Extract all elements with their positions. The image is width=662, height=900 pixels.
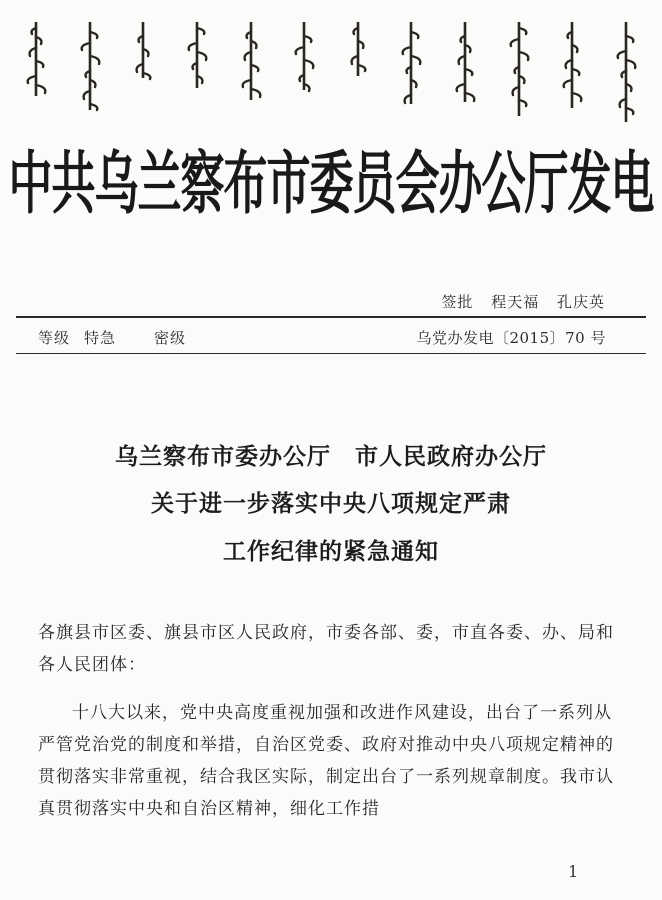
mongolian-script-header bbox=[18, 18, 644, 123]
grade-value: 特急 bbox=[84, 329, 117, 347]
mongolian-script-column bbox=[179, 18, 215, 123]
mongolian-script-column bbox=[125, 18, 161, 123]
signers-label: 签批 bbox=[441, 293, 474, 311]
document-title: 中共乌兰察布市委员会办公厅发电 bbox=[8, 145, 654, 225]
page-number: 1 bbox=[568, 862, 579, 881]
mongolian-script-column bbox=[393, 18, 429, 123]
mongolian-script-column bbox=[501, 18, 537, 123]
mongolian-script-column bbox=[286, 18, 322, 123]
addressee: 各旗县市区委、旗县市区人民政府，市委各部、委，市直各委、办、局和各人民团体： bbox=[38, 623, 614, 675]
signers-line bbox=[429, 291, 605, 312]
body-paragraph: 十八大以来，党中央高度重视加强和改进作风建设，出台了一系列从严管党治党的制度和举措，自治区党委、政府对推动中央八项规定精神的贯彻落实非常重视，结合我区实际，制定出台了一系列规章制度。我市认真贯彻落实中央和自治区精神，细化工作措 bbox=[38, 703, 614, 819]
mongolian-script-column bbox=[233, 18, 269, 123]
notice-title-line-2: 关于进一步落实中央八项规定严肃 bbox=[151, 490, 511, 517]
mongolian-script-column bbox=[608, 18, 644, 123]
notice-title-line-3: 工作纪律的紧急通知 bbox=[223, 538, 439, 565]
divider-top bbox=[16, 316, 646, 318]
grade-label: 等级 bbox=[38, 329, 71, 347]
mongolian-script-column bbox=[447, 18, 483, 123]
mongolian-script-column bbox=[554, 18, 590, 123]
issuer-party-office: 乌兰察布市委办公厅 bbox=[115, 443, 331, 470]
signer-name: 程天福 bbox=[491, 293, 540, 311]
divider-bottom bbox=[16, 353, 646, 354]
secret-label: 密级 bbox=[154, 329, 187, 347]
grade-line bbox=[38, 327, 200, 348]
document-number: 乌党办发电〔2015〕70 号 bbox=[416, 329, 606, 347]
mongolian-script-column bbox=[72, 18, 108, 123]
notice-title-line-1 bbox=[0, 438, 662, 471]
signer-name: 孔庆英 bbox=[556, 293, 605, 311]
mongolian-script-column bbox=[18, 18, 54, 123]
issuer-government-office: 市人民政府办公厅 bbox=[355, 443, 547, 470]
mongolian-script-column bbox=[340, 18, 376, 123]
